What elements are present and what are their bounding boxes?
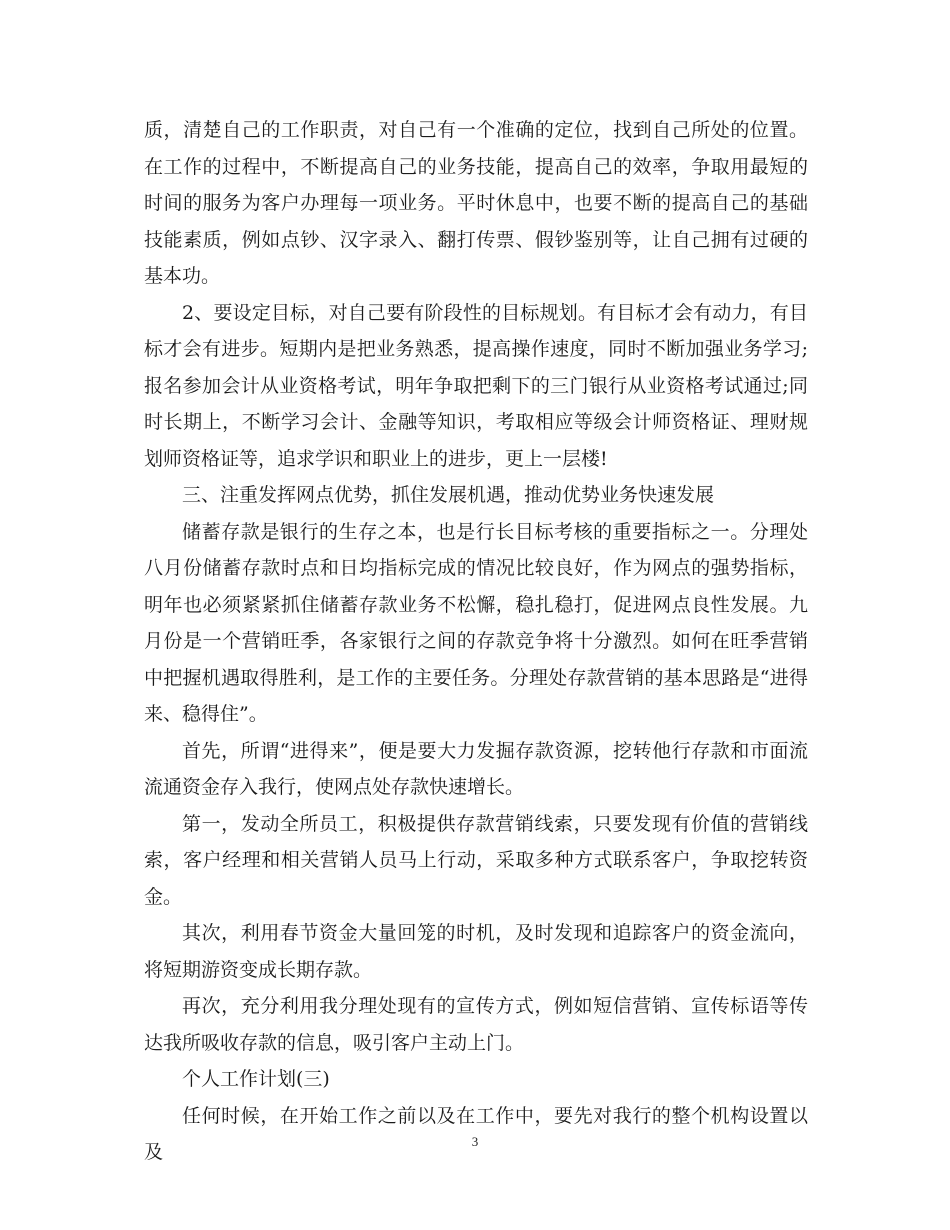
paragraph-8: 任何时候，在开始工作之前以及在工作中，要先对我行的整个机构设置以及	[144, 1104, 808, 1163]
paragraph-4: 首先，所谓“进得来”，便是要大力发掘存款资源，挖转他行存款和市面流流通资金存入我行，使网点处存款快速增长。	[144, 739, 808, 798]
plan-heading: 个人工作计划(三)	[182, 1068, 330, 1090]
section-heading: 三、注重发挥网点优势，抓住发展机遇，推动优势业务快速发展	[182, 484, 715, 506]
paragraph-3: 储蓄存款是银行的生存之本，也是行长目标考核的重要指标之一。分理处八月份储蓄存款时点和日均指标完成的情况比较良好，作为网点的强势指标，明年也必须紧紧抓住储蓄存款业务不松懈，稳扎稳打，促进网点良性发展。九月份是一个营销旺季，各家银行之间的存款竞争将十分激烈。如何在旺季营销中把握机遇取得胜利，是工作的主要任务。分理处存款营销的基本思路是“进得来、稳得住”。	[144, 520, 808, 725]
paragraph-1: 质，清楚自己的工作职责，对自己有一个准确的定位，找到自己所处的位置。在工作的过程中，不断提高自己的业务技能，提高自己的效率，争取用最短的时间的服务为客户办理每一项业务。平时休息中，也要不断的提高自己的基础技能素质，例如点钞、汉字录入、翻打传票、假钞鉴别等，让自己拥有过硬的基本功。	[144, 119, 808, 287]
page-number: 3	[471, 1134, 479, 1149]
paragraph-6: 其次，利用春节资金大量回笼的时机，及时发现和追踪客户的资金流向，将短期游资变成长期存款。	[144, 922, 808, 981]
document-body	[144, 112, 808, 1171]
paragraph-5: 第一，发动全所员工，积极提供存款营销线索，只要发现有价值的营销线索，客户经理和相关营销人员马上行动，采取多种方式联系客户，争取挖转资金。	[144, 812, 808, 908]
paragraph-7: 再次，充分利用我分理处现有的宣传方式，例如短信营销、宣传标语等传达我所吸收存款的信息，吸引客户主动上门。	[144, 995, 808, 1054]
paragraph-2: 2、要设定目标，对自己要有阶段性的目标规划。有目标才会有动力，有目标才会有进步。短期内是把业务熟悉，提高操作速度，同时不断加强业务学习;报名参加会计从业资格考试，明年争取把剩下的三门银行从业资格考试通过;同时长期上，不断学习会计、金融等知识，考取相应等级会计师资格证、理财规划师资格证等，追求学识和职业上的进步，更上一层楼!	[144, 301, 808, 470]
